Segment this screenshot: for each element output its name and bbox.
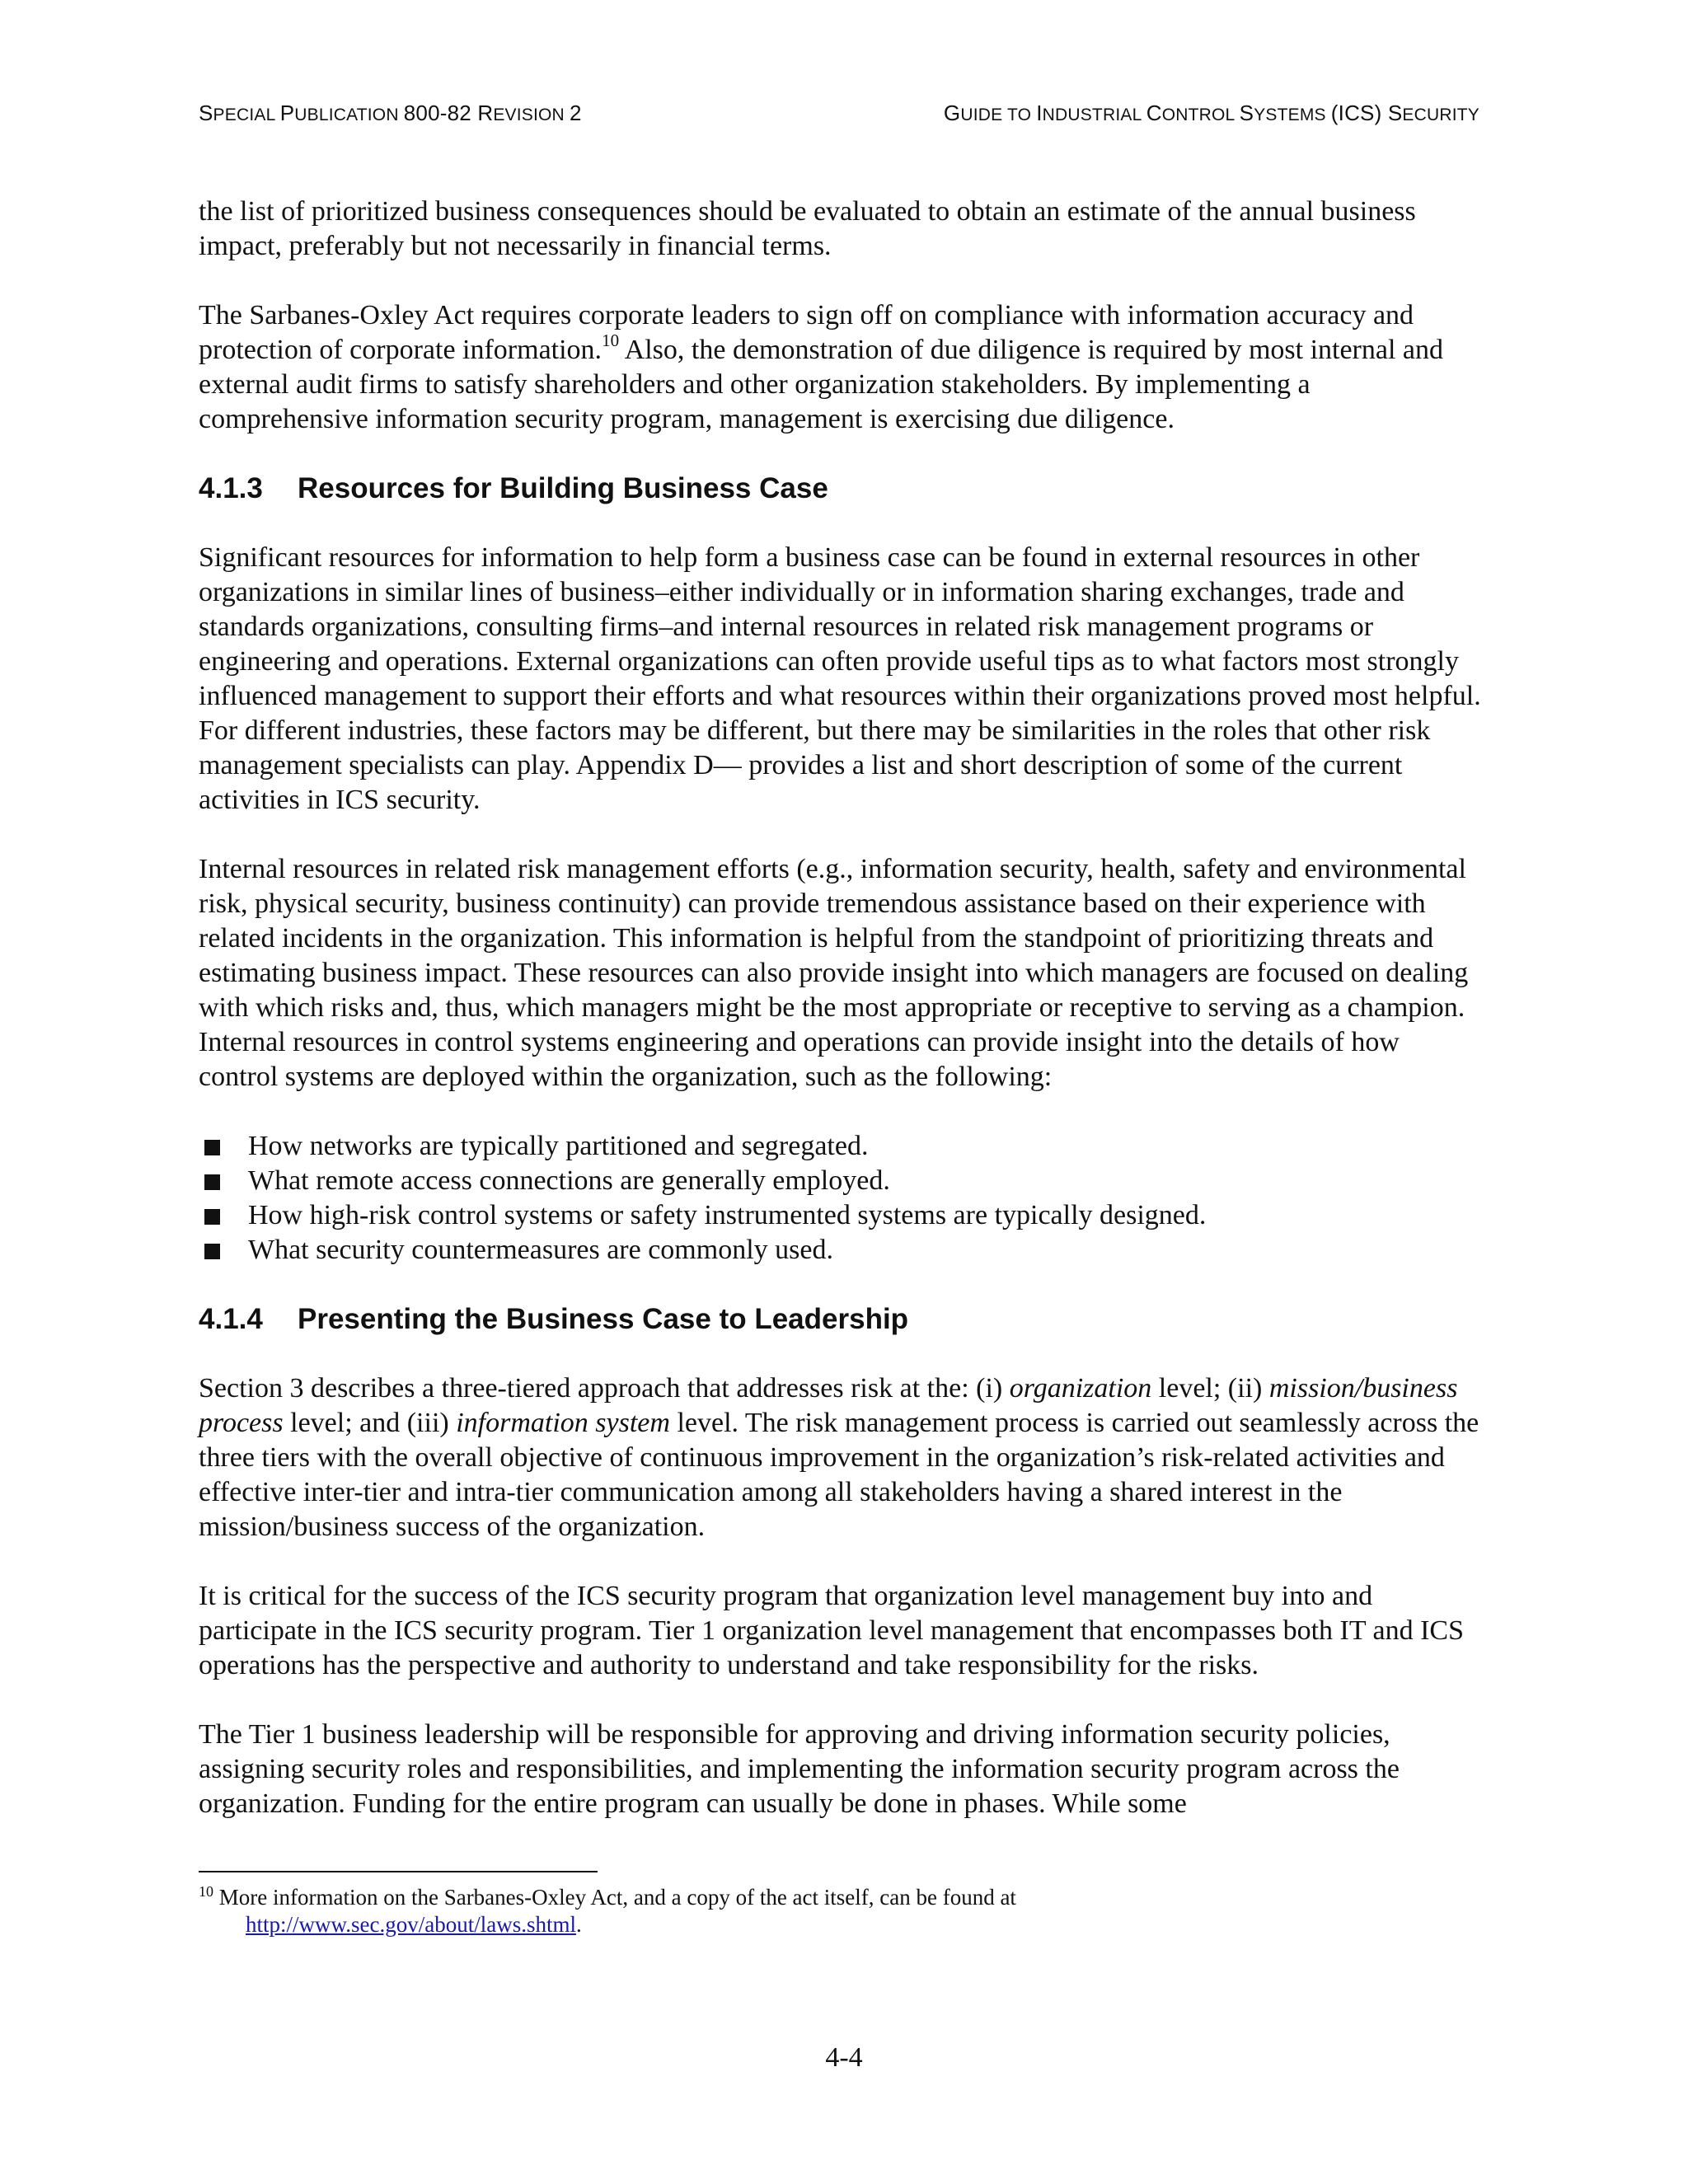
list-item — [199, 1198, 1484, 1233]
header-text: PECIAL — [213, 105, 280, 124]
paragraph-text: The Sarbanes-Oxley Act requires corporate leaders to sign off on compliance with information accuracy and protection of corporate information. — [199, 300, 1414, 365]
paragraph-three-tiers — [199, 1371, 1484, 1544]
footnote-line — [199, 1884, 1435, 1911]
paragraph-text: level; (ii) — [1151, 1373, 1269, 1404]
paragraph-text: level; and (iii) — [283, 1408, 457, 1438]
paragraph-sarbanes-oxley — [199, 298, 1484, 437]
footnote-line — [199, 1911, 1435, 1938]
header-text: YSTEMS — [1254, 105, 1331, 124]
list-item — [199, 1164, 1484, 1198]
square-bullet-icon — [204, 1140, 220, 1155]
bullet-list — [199, 1129, 1484, 1268]
square-bullet-icon — [204, 1174, 220, 1190]
list-item — [199, 1129, 1484, 1164]
footnote-text: . — [575, 1912, 582, 1937]
list-item-text: How networks are typically partitioned and segregated. — [248, 1131, 869, 1161]
header-text: (ICS) S — [1330, 101, 1403, 125]
square-bullet-icon — [204, 1244, 220, 1259]
header-text: C — [1146, 101, 1162, 125]
list-item — [199, 1233, 1484, 1268]
paragraph-text: level. The risk management process is carried out seamlessly across the three tiers with the overall objective of continuous improvement in the organization’s risk-related activities and effective inter-tier and intra-tier communication among all stakeholders having a shared interest in the mission/business success of the organization. — [199, 1408, 1479, 1542]
square-bullet-icon — [204, 1209, 220, 1225]
footnote-text: More information on the Sarbanes-Oxley Act, and a copy of the act itself, can be found at — [213, 1885, 1016, 1910]
header-text: S — [199, 101, 213, 125]
paragraph: Internal resources in related risk management efforts (e.g., information security, health, safety and environmental risk, physical security, business continuity) can provide tremendous assistance based on their experience with related incidents in the organization. This information is helpful from the standpoint of prioritizing threats and estimating business impact. These resources can also provide insight into which managers are focused on dealing with which risks and, thus, which managers might be the most appropriate or receptive to serving as a champion. Internal resources in control systems engineering and operations can provide insight into the details of how control systems are deployed within the organization, such as the following: — [199, 854, 1469, 1092]
header-text: ECURITY — [1402, 105, 1479, 124]
section-number: 4.1.3 — [199, 472, 263, 504]
header-text: NDUSTRIAL — [1042, 105, 1146, 124]
page-number: 4-4 — [825, 2042, 863, 2073]
header-text: I — [1036, 101, 1043, 125]
body-text — [199, 194, 1484, 1856]
paragraph: It is critical for the success of the ICS security program that organization level management buy into and participate in the ICS security program. Tier 1 organization level management that encompasses both IT and ICS operations has the perspective and authority to understand and take responsibility for the risks. — [199, 1581, 1464, 1680]
list-item-text: What remote access connections are generally employed. — [248, 1165, 890, 1196]
footnote-number: 10 — [199, 1883, 213, 1900]
section-number: 4.1.4 — [199, 1303, 263, 1335]
paragraph: Significant resources for information to help form a business case can be found in external resources in other organizations in similar lines of business–either individually or in information sharing exchanges, trade and standards organizations, consulting firms–and internal resources in related risk management programs or engineering and operations. External organizations can often provide useful tips as to what factors most strongly influenced management to support their efforts and what resources within their organizations proved most helpful. For different industries, these factors may be different, but there may be similarities in the roles that other risk management specialists can play. Appendix D— provides a list and short description of some of the current activities in ICS security. — [199, 542, 1481, 815]
footnote-reference[interactable]: 10 — [602, 330, 620, 350]
section-title: Presenting the Business Case to Leadership — [298, 1303, 909, 1335]
emphasis: information system — [456, 1408, 670, 1438]
emphasis: mission/business process — [199, 1373, 1458, 1438]
section-heading-4-1-4 — [199, 1302, 1484, 1337]
header-text: P — [279, 101, 295, 125]
header-text: UIDE TO — [960, 105, 1037, 124]
header-text: S — [1239, 101, 1254, 125]
list-item-text: What security countermeasures are commonly used. — [248, 1235, 833, 1265]
header-text: 800-82 R — [403, 101, 494, 125]
header-text: ONTROL — [1161, 105, 1240, 124]
paragraph: the list of prioritized business consequences should be evaluated to obtain an estimate of the annual business impact, preferably but not necessarily in financial terms. — [199, 196, 1416, 261]
list-item-text: How high-risk control systems or safety instrumented systems are typically designed. — [248, 1200, 1207, 1230]
footnote-link[interactable]: http://www.sec.gov/about/laws.shtml — [246, 1912, 576, 1937]
header-publication — [199, 101, 582, 126]
header-text: 2 — [569, 101, 582, 125]
paragraph-text: Section 3 describes a three-tiered approach that addresses risk at the: (i) — [199, 1373, 1010, 1404]
footnote-divider — [199, 1871, 598, 1872]
section-title: Resources for Building Business Case — [298, 472, 828, 504]
footnote — [199, 1884, 1435, 1938]
header-text: UBLICATION — [294, 105, 404, 124]
paragraph-text: Also, the demonstration of due diligence is required by most internal and external audit firms to satisfy shareholders and other organization stakeholders. By implementing a comprehensive information security program, management is exercising due diligence. — [199, 335, 1444, 434]
header-text: G — [943, 101, 961, 125]
running-header — [199, 101, 1479, 126]
paragraph: The Tier 1 business leadership will be responsible for approving and driving information security policies, assigning security roles and responsibilities, and implementing the information security program across the organization. Funding for the entire program can usually be done in phases. While some — [199, 1719, 1400, 1819]
emphasis: organization — [1009, 1373, 1152, 1404]
section-heading-4-1-3 — [199, 471, 1484, 506]
header-guide-title — [944, 101, 1479, 126]
header-text: EVISION — [493, 105, 570, 124]
